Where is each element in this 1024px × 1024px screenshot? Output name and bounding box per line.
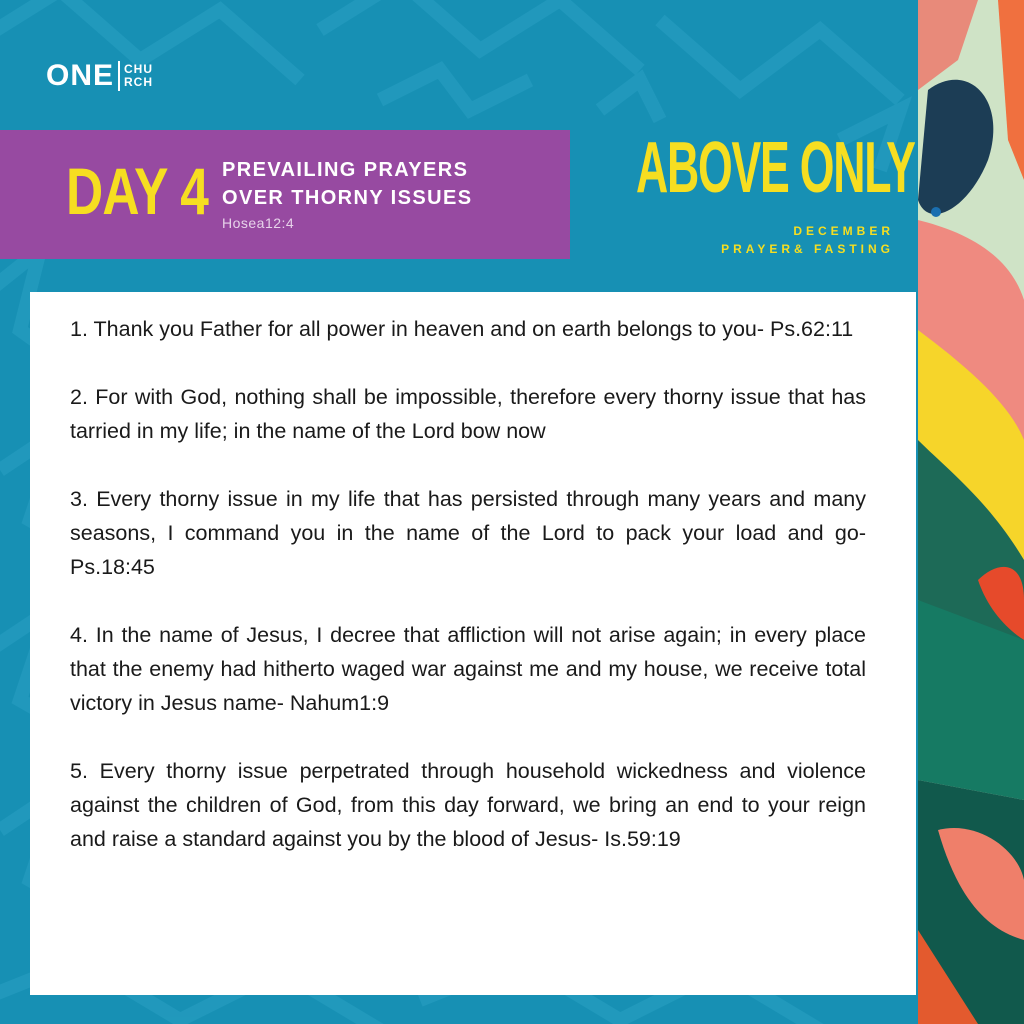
topic-line-2: OVER THORNY ISSUES: [222, 187, 473, 209]
prayer-item: 5. Every thorny issue perpetrated through household wickedness and violence against the children of God, from this day forward, we bring an end to your reign and raise a standard against you by the blood of Jesus- Is.59:19: [70, 759, 866, 851]
series-title: ABOVE ONLY: [636, 128, 915, 208]
prayer-item: 3. Every thorny issue in my life that has persisted through many years and many seasons, I command you in the name of the Lord to pack your load and go-Ps.18:45: [70, 487, 866, 579]
logo-church-line2: RCH: [124, 75, 154, 89]
prayer-item: 1. Thank you Father for all power in heaven and on earth belongs to you- Ps.62:11: [70, 317, 854, 341]
logo-divider: [118, 61, 120, 91]
prayer-item: 4. In the name of Jesus, I decree that affliction will not arise again; in every place that the enemy had hitherto waged war against me and my house, we receive total victory in Jesus name- Nahum1:9: [70, 623, 866, 715]
painted-art-strip: [918, 0, 1024, 1024]
prayer-topic: [222, 156, 472, 212]
prayer-item: 2. For with God, nothing shall be impossible, therefore every thorny issue that has tarried in my life; in the name of the Lord bow now: [70, 385, 866, 443]
logo-church-line1: CHU: [124, 62, 154, 76]
prayer-card: [30, 292, 916, 995]
logo-church-text: [124, 63, 153, 89]
abstract-painting: [918, 0, 1024, 1024]
day-label: DAY 4: [66, 154, 209, 228]
logo-wordmark: ONE: [46, 59, 115, 92]
series-subtitle: [721, 222, 894, 258]
series-month: DECEMBER: [793, 224, 894, 238]
topic-reference: Hosea12:4: [222, 215, 295, 231]
prayer-list: [70, 312, 866, 890]
church-logo: [46, 56, 153, 96]
topic-line-1: PREVAILING PRAYERS: [222, 159, 469, 181]
series-event: PRAYER& FASTING: [721, 242, 894, 256]
